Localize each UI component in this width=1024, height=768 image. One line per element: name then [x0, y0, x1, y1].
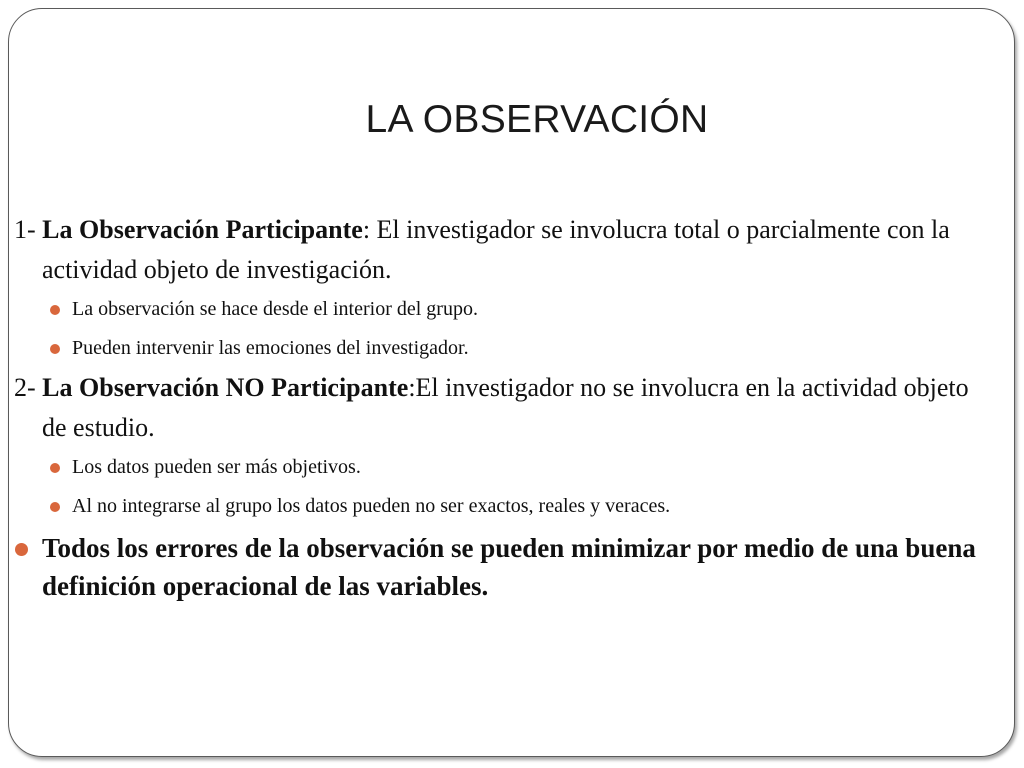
- item-participante-prefix: 1-: [14, 215, 43, 244]
- item-participante: [14, 210, 989, 290]
- item-participante-text: : El investigador se involucra total o parcialmente con la actividad objeto de investigación.: [42, 215, 950, 284]
- sub-bullet-text: Pueden intervenir las emociones del investigador.: [72, 337, 469, 359]
- bullet-dot-icon: [50, 344, 60, 354]
- conclusion-text: Todos los errores de la observación se pueden minimizar por medio de una buena definición operacional de las variables.: [42, 533, 976, 601]
- item-no-participante-prefix: 2-: [14, 373, 43, 402]
- sub-bullet-text: Los datos pueden ser más objetivos.: [72, 456, 361, 478]
- sub-bullet-text: Al no integrarse al grupo los datos pueden no ser exactos, reales y veraces.: [72, 495, 671, 517]
- conclusion-bullet: [14, 529, 989, 605]
- sub-bullet-item: [14, 448, 989, 487]
- item-participante-term: La Observación Participante: [42, 215, 363, 244]
- slide-content: [14, 210, 989, 605]
- sub-bullet-item: [14, 329, 989, 368]
- item-no-participante: [14, 368, 989, 448]
- bullet-dot-icon: [50, 305, 60, 315]
- item-no-participante-text: :El investigador no se involucra en la actividad objeto de estudio.: [42, 373, 969, 442]
- bullet-dot-icon: [15, 543, 28, 556]
- bullet-dot-icon: [50, 502, 60, 512]
- slide-title: LA OBSERVACIÓN: [365, 98, 709, 141]
- sub-bullet-text: La observación se hace desde el interior del grupo.: [72, 298, 478, 320]
- item-no-participante-term: La Observación NO Participante: [42, 373, 409, 402]
- bullet-dot-icon: [50, 463, 60, 473]
- sub-bullet-item: [14, 487, 989, 526]
- sub-bullet-item: [14, 290, 989, 329]
